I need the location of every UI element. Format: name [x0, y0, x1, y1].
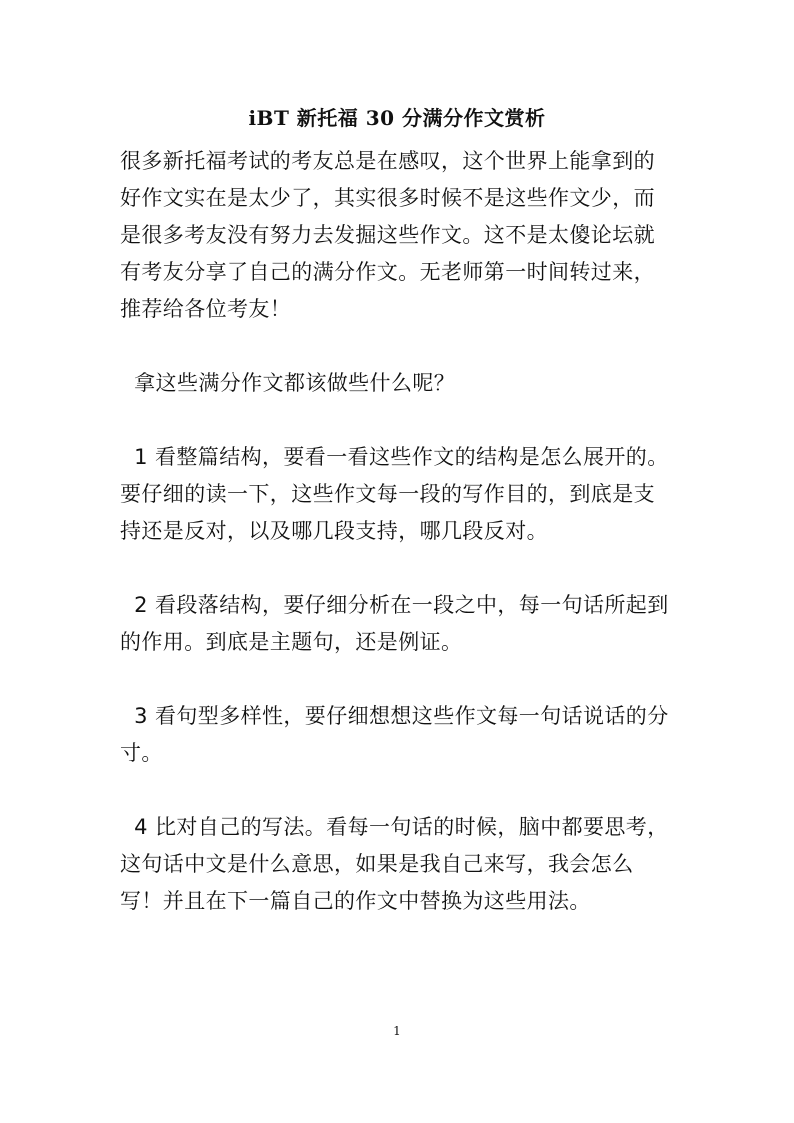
point-3-paragraph: 3 看句型多样性，要仔细想想这些作文每一句话说话的分寸。 [120, 704, 669, 765]
document-body [120, 143, 675, 920]
paragraph-spacer [120, 328, 675, 365]
point-1-paragraph: 1 看整篇结构，要看一看这些作文的结构是怎么展开的。要仔细的读一下，这些作文每一段的写作目的，到底是支持还是反对，以及哪几段支持，哪几段反对。 [120, 445, 669, 543]
document-title: iBT 新托福 30 分满分作文赏析 [248, 106, 546, 130]
paragraph-spacer [120, 661, 675, 698]
paragraph-spacer [120, 402, 675, 439]
point-2-paragraph: 2 看段落结构，要仔细分析在一段之中，每一句话所起到的作用。到底是主题句，还是例证。 [120, 593, 669, 654]
page-number: 1 [393, 1024, 401, 1038]
point-4-paragraph: 4 比对自己的写法。看每一句话的时候，脑中都要思考，这句话中文是什么意思，如果是我自己来写，我会怎么写！并且在下一篇自己的作文中替换为这些用法。 [120, 815, 669, 913]
paragraph-spacer [120, 550, 675, 587]
intro-paragraph: 很多新托福考试的考友总是在感叹，这个世界上能拿到的好作文实在是太少了，其实很多时候不是这些作文少，而是很多考友没有努力去发掘这些作文。这不是太傻论坛就有考友分享了自己的满分作文。无老师第一时间转过来，推荐给各位考友！ [120, 149, 655, 321]
paragraph-spacer [120, 772, 675, 809]
question-paragraph: 拿这些满分作文都该做些什么呢？ [120, 371, 456, 395]
